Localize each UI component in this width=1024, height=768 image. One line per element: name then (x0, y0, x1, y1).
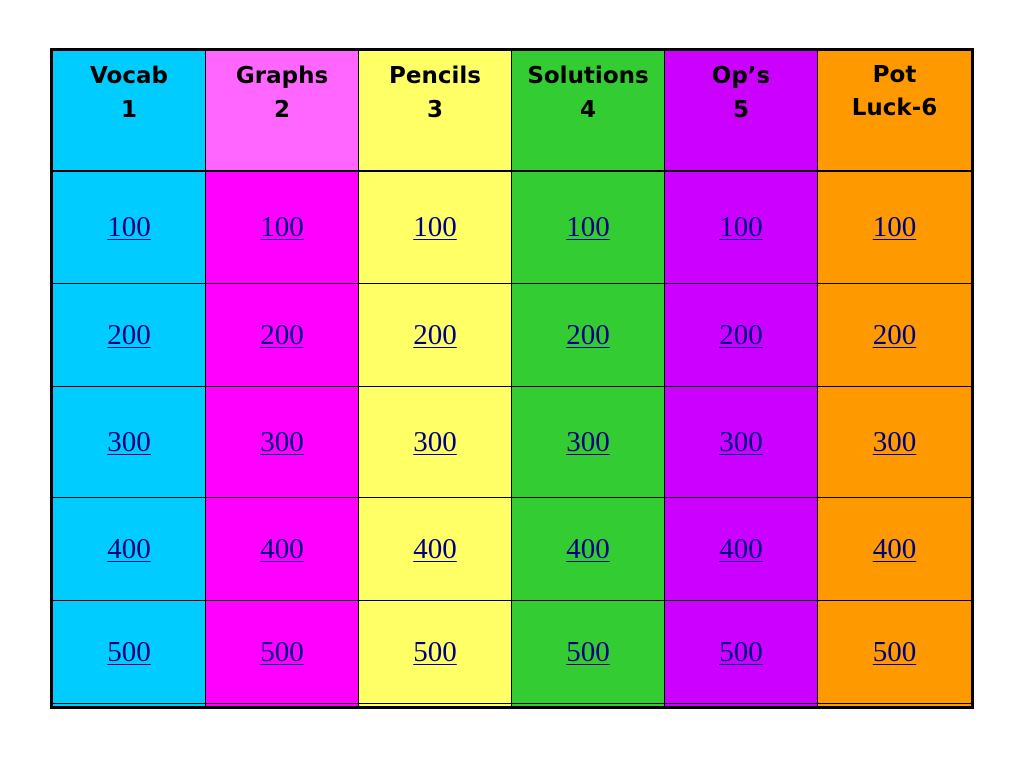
category-title: Solutions (527, 63, 649, 89)
question-cell-vocab-100 (53, 172, 206, 284)
category-title: Op’s (711, 63, 771, 89)
question-cell-pot-luck-400 (818, 498, 971, 601)
category-title: Vocab (90, 63, 168, 89)
point-value-link[interactable]: 200 (413, 318, 457, 351)
category-number: Luck-6 (851, 95, 938, 121)
question-cell-pot-luck-200 (818, 284, 971, 387)
point-value-link[interactable]: 500 (719, 635, 763, 668)
category-header-graphs (206, 51, 359, 172)
question-cell-graphs-400 (206, 498, 359, 601)
question-cell-ops-300 (665, 387, 818, 498)
column-footer-pot-luck (818, 704, 971, 706)
point-value-link[interactable]: 100 (260, 211, 304, 243)
point-value-link[interactable]: 400 (413, 532, 457, 565)
column-footer-solutions (512, 704, 665, 706)
point-value-link[interactable]: 500 (566, 635, 610, 668)
jeopardy-board (50, 48, 974, 709)
question-cell-vocab-400 (53, 498, 206, 601)
category-header-ops (665, 51, 818, 172)
point-value-link[interactable]: 200 (719, 318, 763, 351)
point-value-link[interactable]: 100 (719, 211, 763, 243)
question-cell-solutions-300 (512, 387, 665, 498)
question-cell-ops-200 (665, 284, 818, 387)
question-cell-pot-luck-300 (818, 387, 971, 498)
point-value-link[interactable]: 100 (566, 211, 610, 243)
question-cell-vocab-200 (53, 284, 206, 387)
point-value-link[interactable]: 400 (566, 532, 610, 565)
point-value-link[interactable]: 200 (107, 318, 151, 351)
question-cell-pencils-500 (359, 601, 512, 704)
question-cell-solutions-200 (512, 284, 665, 387)
question-cell-pot-luck-100 (818, 172, 971, 284)
column-footer-graphs (206, 704, 359, 706)
question-cell-graphs-300 (206, 387, 359, 498)
point-value-link[interactable]: 300 (260, 425, 304, 458)
point-value-link[interactable]: 200 (872, 318, 917, 351)
question-cell-vocab-300 (53, 387, 206, 498)
point-value-link[interactable]: 100 (872, 211, 917, 243)
column-footer-vocab (53, 704, 206, 706)
question-cell-graphs-200 (206, 284, 359, 387)
category-header-solutions (512, 51, 665, 172)
point-value-link[interactable]: 300 (107, 425, 151, 458)
point-value-link[interactable]: 200 (566, 318, 610, 351)
category-header-pencils (359, 51, 512, 172)
point-value-link[interactable]: 100 (413, 211, 457, 243)
question-cell-ops-400 (665, 498, 818, 601)
point-value-link[interactable]: 200 (260, 318, 304, 351)
point-value-link[interactable]: 400 (107, 532, 151, 565)
category-header-pot-luck (818, 51, 971, 172)
question-cell-solutions-400 (512, 498, 665, 601)
category-title: Pot (872, 62, 917, 88)
point-value-link[interactable]: 400 (260, 532, 304, 565)
category-number: 1 (120, 97, 137, 123)
point-value-link[interactable]: 300 (872, 425, 917, 458)
point-value-link[interactable]: 500 (107, 635, 151, 668)
question-cell-ops-500 (665, 601, 818, 704)
category-number: 5 (732, 97, 749, 123)
question-cell-graphs-100 (206, 172, 359, 284)
point-value-link[interactable]: 500 (872, 635, 917, 668)
point-value-link[interactable]: 100 (107, 211, 151, 243)
point-value-link[interactable]: 400 (872, 532, 917, 565)
question-cell-pencils-200 (359, 284, 512, 387)
question-cell-pot-luck-500 (818, 601, 971, 704)
point-value-link[interactable]: 500 (413, 635, 457, 668)
column-footer-pencils (359, 704, 512, 706)
category-header-vocab (53, 51, 206, 172)
point-value-link[interactable]: 400 (719, 532, 763, 565)
point-value-link[interactable]: 300 (719, 425, 763, 458)
question-cell-vocab-500 (53, 601, 206, 704)
question-cell-pencils-300 (359, 387, 512, 498)
question-cell-solutions-100 (512, 172, 665, 284)
category-number: 3 (426, 97, 443, 123)
point-value-link[interactable]: 300 (566, 425, 610, 458)
question-cell-pencils-400 (359, 498, 512, 601)
question-cell-pencils-100 (359, 172, 512, 284)
question-cell-graphs-500 (206, 601, 359, 704)
column-footer-ops (665, 704, 818, 706)
point-value-link[interactable]: 500 (260, 635, 304, 668)
category-title: Pencils (389, 63, 481, 89)
category-number: 4 (579, 97, 596, 123)
point-value-link[interactable]: 300 (413, 425, 457, 458)
category-number: 2 (273, 97, 290, 123)
category-title: Graphs (235, 63, 329, 89)
question-cell-ops-100 (665, 172, 818, 284)
question-cell-solutions-500 (512, 601, 665, 704)
